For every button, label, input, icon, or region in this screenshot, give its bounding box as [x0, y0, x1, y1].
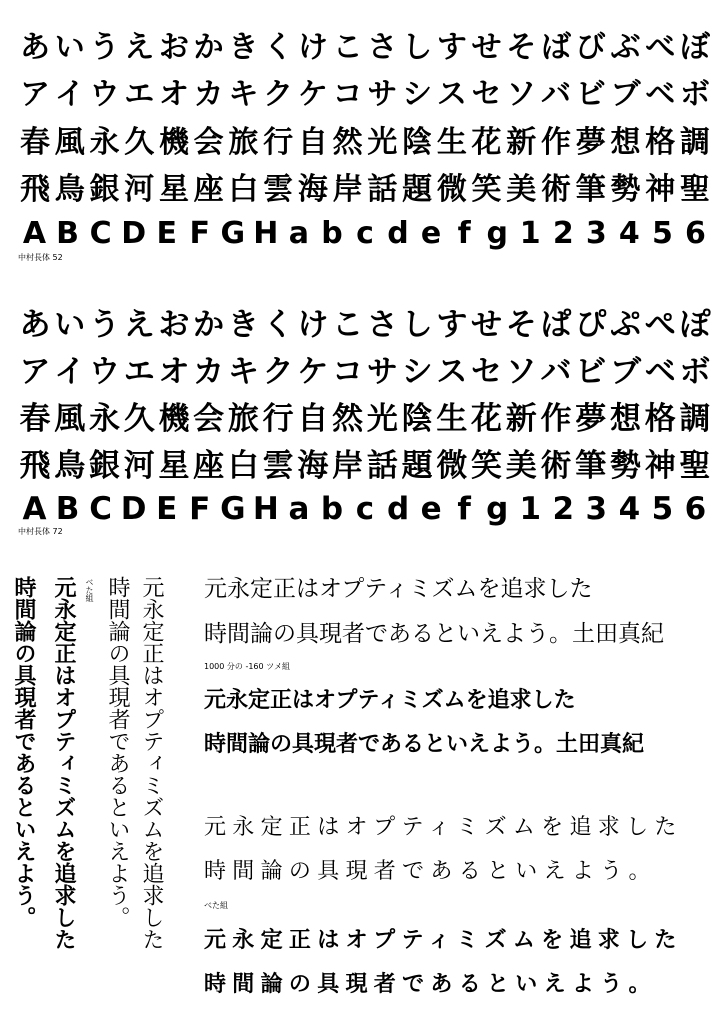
specimen-52-caption: 中村長体 52 — [18, 253, 63, 262]
glyph: ア — [19, 354, 51, 390]
glyph: ケ — [297, 77, 328, 112]
glyph: 然 — [332, 125, 363, 160]
glyph: さ — [367, 30, 398, 65]
glyph: ビ — [575, 354, 607, 390]
glyph: a — [288, 491, 310, 527]
glyph: ク — [262, 354, 294, 390]
glyph: コ — [332, 354, 364, 390]
glyph: 笑 — [471, 448, 503, 484]
glyph: 河 — [123, 448, 155, 484]
horizontal-line-2-tight: 時間論の具現者であるといえよう。土田真紀 — [204, 732, 645, 757]
glyph: a — [288, 216, 310, 251]
glyph: 然 — [332, 401, 364, 437]
glyph: ブ — [610, 77, 641, 112]
glyph: カ — [193, 77, 224, 112]
glyph: d — [386, 491, 410, 527]
glyph: ウ — [88, 354, 120, 390]
horizontal-line-1-light: 元永定正はオプティミズムを追求した — [204, 576, 593, 602]
glyph: シ — [402, 77, 433, 112]
glyph: 筆 — [575, 172, 606, 207]
glyph: ビ — [575, 77, 606, 112]
glyph: え — [124, 30, 155, 65]
glyph: お — [158, 30, 189, 65]
glyph: 風 — [54, 401, 86, 437]
glyph: し — [401, 307, 433, 343]
vertical-line-2-solid: 時間論の具現者であるといえよう。 — [11, 576, 36, 928]
glyph: 美 — [505, 448, 537, 484]
glyph: 自 — [297, 125, 328, 160]
glyph: し — [402, 30, 433, 65]
glyph: ケ — [297, 354, 329, 390]
glyph: イ — [54, 354, 86, 390]
glyph: G — [220, 216, 246, 251]
glyph: 旅 — [227, 401, 259, 437]
glyph: い — [54, 307, 86, 343]
glyph: H — [253, 216, 279, 251]
glyph: ソ — [505, 354, 537, 390]
glyph: 調 — [679, 401, 711, 437]
glyph: E — [156, 216, 177, 251]
glyph: 鳥 — [54, 448, 86, 484]
glyph: 格 — [644, 401, 676, 437]
glyph: ぷ — [609, 307, 641, 343]
glyph: 2 — [552, 216, 574, 251]
glyph: く — [262, 307, 294, 343]
glyph: 生 — [436, 401, 468, 437]
glyph: ク — [263, 77, 294, 112]
glyph: コ — [332, 77, 363, 112]
glyph: 聖 — [679, 172, 710, 207]
glyph: 2 — [552, 491, 575, 527]
glyph: 機 — [158, 401, 190, 437]
glyph: 星 — [158, 448, 190, 484]
glyph: 銀 — [89, 172, 120, 207]
glyph: 5 — [651, 491, 674, 527]
glyph: ぼ — [679, 30, 710, 65]
glyph: か — [193, 307, 225, 343]
glyph: 河 — [124, 172, 155, 207]
glyph: さ — [366, 307, 398, 343]
glyph: 笑 — [471, 172, 502, 207]
tracking-caption: 1000 分の -160 ツメ組 — [204, 662, 290, 671]
specimen-52-row-katakana — [18, 77, 712, 112]
glyph: 白 — [228, 172, 259, 207]
glyph: か — [193, 30, 224, 65]
glyph: ウ — [89, 77, 120, 112]
glyph: 風 — [54, 125, 85, 160]
glyph: ぺ — [644, 307, 676, 343]
glyph: 永 — [89, 125, 120, 160]
glyph: 会 — [193, 401, 225, 437]
glyph: ぱ — [540, 307, 572, 343]
glyph: 作 — [540, 401, 572, 437]
glyph: エ — [124, 77, 155, 112]
glyph: キ — [228, 77, 259, 112]
glyph: D — [120, 491, 147, 527]
glyph: 岸 — [332, 172, 363, 207]
glyph: 夢 — [575, 125, 606, 160]
glyph: 海 — [297, 172, 328, 207]
glyph: 神 — [644, 448, 676, 484]
glyph: f — [457, 491, 471, 527]
glyph: 想 — [610, 125, 641, 160]
glyph: け — [297, 307, 329, 343]
glyph: そ — [506, 30, 537, 65]
glyph: こ — [332, 307, 364, 343]
horizontal-line-2-solid-light: 時間論の具現者であるといえよう。 — [204, 859, 657, 884]
glyph: 久 — [123, 401, 155, 437]
glyph: 術 — [541, 172, 572, 207]
glyph: 神 — [645, 172, 676, 207]
glyph: ベ — [645, 77, 676, 112]
glyph: あ — [20, 30, 50, 65]
glyph: カ — [193, 354, 225, 390]
glyph: A — [22, 491, 47, 527]
glyph: 3 — [585, 216, 607, 251]
glyph: 術 — [540, 448, 572, 484]
glyph: 座 — [193, 172, 224, 207]
vertical-solid-caption: べた組 — [85, 578, 94, 602]
glyph: 1 — [519, 491, 542, 527]
glyph: 6 — [684, 491, 707, 527]
glyph: ス — [436, 354, 468, 390]
glyph: b — [321, 216, 343, 251]
horizontal-line-1-solid-light: 元永定正はオプティミズムを追求した — [204, 815, 683, 840]
glyph: う — [88, 307, 120, 343]
glyph: 生 — [436, 125, 467, 160]
glyph: く — [263, 30, 294, 65]
glyph: 星 — [158, 172, 189, 207]
glyph: 光 — [367, 125, 398, 160]
glyph: 微 — [436, 448, 468, 484]
glyph: そ — [505, 307, 537, 343]
glyph: 題 — [401, 448, 433, 484]
glyph: 1 — [519, 216, 541, 251]
glyph: 陰 — [402, 125, 433, 160]
specimen-52-row-kanji-2 — [18, 172, 712, 207]
glyph: 白 — [227, 448, 259, 484]
specimen-72-row-katakana — [18, 354, 712, 390]
glyph: 行 — [263, 125, 294, 160]
glyph: せ — [471, 307, 503, 343]
glyph: 3 — [585, 491, 608, 527]
glyph: F — [189, 216, 210, 251]
glyph: d — [387, 216, 409, 251]
glyph: 機 — [158, 125, 189, 160]
glyph: g — [486, 491, 509, 527]
glyph: ア — [20, 77, 50, 112]
vertical-line-2-tight: 時間論の具現者であるといえよう。 — [105, 576, 130, 928]
glyph: 鳥 — [54, 172, 85, 207]
glyph: 新 — [506, 125, 537, 160]
specimen-72-row-kanji-1 — [18, 401, 712, 437]
glyph: B — [56, 216, 79, 251]
glyph: す — [436, 307, 468, 343]
glyph: こ — [332, 30, 363, 65]
glyph: キ — [227, 354, 259, 390]
horizontal-line-2-solid-bold: 時間論の具現者であるといえよう。 — [204, 972, 657, 997]
glyph: バ — [540, 354, 572, 390]
glyph: 久 — [124, 125, 155, 160]
glyph: g — [486, 216, 508, 251]
glyph: 話 — [366, 448, 398, 484]
glyph: 作 — [541, 125, 572, 160]
glyph: F — [189, 491, 211, 527]
glyph: オ — [158, 77, 189, 112]
glyph: ボ — [679, 354, 711, 390]
specimen-52-row-hiragana — [18, 30, 712, 65]
glyph: D — [121, 216, 147, 251]
glyph: e — [420, 491, 442, 527]
glyph: せ — [471, 30, 502, 65]
glyph: 題 — [402, 172, 433, 207]
glyph: 4 — [618, 491, 641, 527]
glyph: 聖 — [679, 448, 711, 484]
vertical-line-1-solid: 元永定正はオプティミズムを追求した — [51, 576, 76, 950]
solid-caption: べた組 — [204, 901, 228, 910]
specimen-72-caption: 中村長体 72 — [18, 527, 63, 536]
glyph: 飛 — [19, 448, 51, 484]
glyph: 美 — [506, 172, 537, 207]
glyph: び — [575, 30, 606, 65]
glyph: 雲 — [262, 448, 294, 484]
glyph: べ — [645, 30, 676, 65]
glyph: H — [252, 491, 279, 527]
glyph: 筆 — [575, 448, 607, 484]
glyph: ぴ — [575, 307, 607, 343]
specimen-52-row-latin — [18, 216, 712, 251]
glyph: G — [220, 491, 246, 527]
glyph: 自 — [297, 401, 329, 437]
glyph: ボ — [679, 77, 710, 112]
glyph: ぽ — [679, 307, 711, 343]
glyph: ブ — [609, 354, 641, 390]
glyph: 光 — [366, 401, 398, 437]
glyph: 海 — [297, 448, 329, 484]
glyph: 微 — [436, 172, 467, 207]
glyph: ぶ — [610, 30, 641, 65]
glyph: 新 — [505, 401, 537, 437]
glyph: バ — [541, 77, 572, 112]
glyph: f — [457, 216, 471, 251]
specimen-72-row-kanji-2 — [18, 448, 712, 484]
glyph: C — [89, 491, 112, 527]
glyph: い — [54, 30, 85, 65]
glyph: サ — [367, 77, 398, 112]
glyph: B — [55, 491, 80, 527]
glyph: 話 — [367, 172, 398, 207]
glyph: 春 — [19, 401, 51, 437]
glyph: え — [123, 307, 155, 343]
glyph: ば — [541, 30, 572, 65]
glyph: 想 — [609, 401, 641, 437]
glyph: 雲 — [263, 172, 294, 207]
glyph: あ — [19, 307, 51, 343]
glyph: ス — [436, 77, 467, 112]
glyph: A — [22, 216, 47, 251]
horizontal-line-1-tight: 元永定正はオプティミズムを追求した — [204, 688, 576, 713]
glyph: お — [158, 307, 190, 343]
horizontal-line-1-solid-bold: 元永定正はオプティミズムを追求した — [204, 928, 683, 953]
glyph: セ — [471, 354, 503, 390]
glyph: 春 — [20, 125, 50, 160]
glyph: シ — [401, 354, 433, 390]
glyph: オ — [158, 354, 190, 390]
glyph: 花 — [471, 401, 503, 437]
glyph: E — [156, 491, 178, 527]
glyph: ベ — [644, 354, 676, 390]
glyph: け — [297, 30, 328, 65]
glyph: 調 — [679, 125, 710, 160]
glyph: 勢 — [609, 448, 641, 484]
glyph: 夢 — [575, 401, 607, 437]
glyph: 格 — [645, 125, 676, 160]
glyph: 会 — [193, 125, 224, 160]
glyph: う — [89, 30, 120, 65]
glyph: e — [420, 216, 442, 251]
specimen-72-row-hiragana — [18, 307, 712, 343]
glyph: イ — [54, 77, 85, 112]
glyph: 4 — [618, 216, 640, 251]
glyph: 飛 — [20, 172, 50, 207]
glyph: c — [355, 491, 375, 527]
glyph: 6 — [685, 216, 706, 251]
glyph: b — [320, 491, 344, 527]
glyph: 永 — [88, 401, 120, 437]
glyph: 座 — [193, 448, 225, 484]
glyph: 陰 — [401, 401, 433, 437]
glyph: 花 — [471, 125, 502, 160]
specimen-52-row-kanji-1 — [18, 125, 712, 160]
glyph: 銀 — [88, 448, 120, 484]
glyph: 5 — [651, 216, 673, 251]
glyph: セ — [471, 77, 502, 112]
glyph: c — [356, 216, 374, 251]
glyph: 行 — [262, 401, 294, 437]
glyph: 岸 — [332, 448, 364, 484]
glyph: サ — [366, 354, 398, 390]
glyph: す — [436, 30, 467, 65]
glyph: ソ — [506, 77, 537, 112]
glyph: 旅 — [228, 125, 259, 160]
glyph: 勢 — [610, 172, 641, 207]
horizontal-line-2-light: 時間論の具現者であるといえよう。土田真紀 — [204, 621, 664, 647]
specimen-72-row-latin — [18, 491, 712, 527]
glyph: C — [89, 216, 112, 251]
vertical-line-1-tight: 元永定正はオプティミズムを追求した — [139, 576, 164, 950]
glyph: エ — [123, 354, 155, 390]
glyph: き — [227, 307, 259, 343]
glyph: き — [228, 30, 259, 65]
